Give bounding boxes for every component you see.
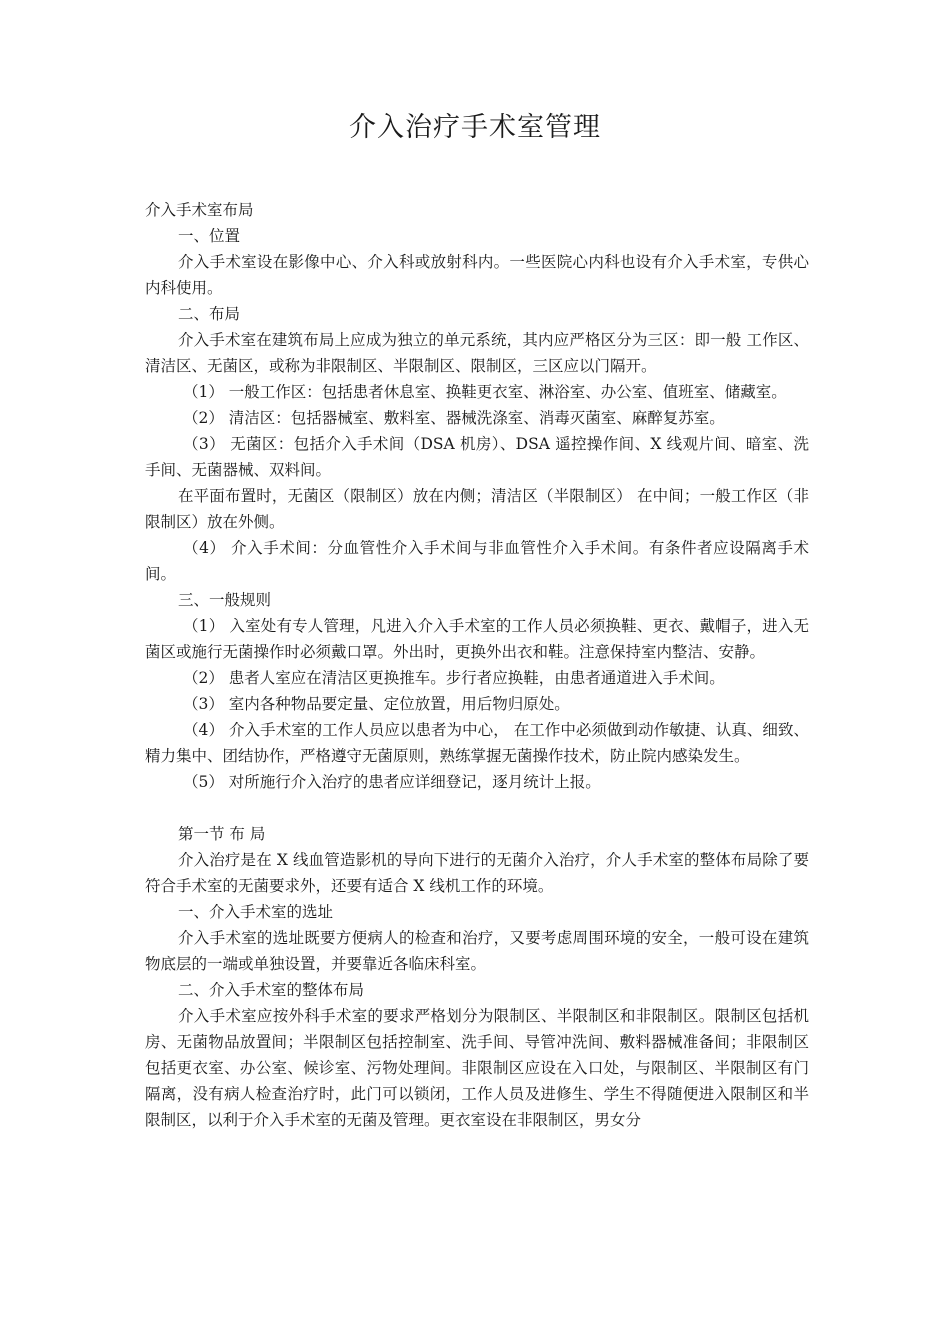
- list-item: （4） 介入手术间：分血管性介入手术间与非血管性介入手术间。有条件者应设隔离手术间。: [145, 539, 809, 583]
- subsection-heading: 二、介入手术室的整体布局: [178, 981, 365, 999]
- paragraph: 介入手术室应按外科手术室的要求严格划分为限制区、半限制区和非限制区。限制区包括机房、无菌物品放置间；半限制区包括控制室、洗手间、导管冲洗间、敷料器械准备间；非限制区包括更衣室、办公室、候诊室、污物处理间。非限制区应设在入口处，与限制区、半限制区有门隔离，没有病人检查治疗时，此门可以锁闭，工作人员及进修生、学生不得随便进入限制区和半限制区，以利于介入手术室的无菌及管理。更衣室设在非限制区，男女分: [145, 1007, 809, 1129]
- paragraph: 介入手术室在建筑布局上应成为独立的单元系统，其内应严格区分为三区：即一般 工作区、清洁区、无菌区，或称为非限制区、半限制区、限制区，三区应以门隔开。: [145, 331, 809, 375]
- subsection-heading: 三、一般规则: [178, 591, 272, 609]
- subsection-heading: 一、位置: [178, 227, 241, 245]
- list-item: （5） 对所施行介入治疗的患者应详细登记，逐月统计上报。: [183, 773, 601, 791]
- list-item: （3） 无菌区：包括介入手术间（DSA 机房）、DSA 遥控操作间、X 线观片间、暗室、洗手间、无菌器械、双料间。: [145, 435, 809, 479]
- list-item: （4） 介入手术室的工作人员应以患者为中心， 在工作中必须做到动作敏捷、认真、细致、精力集中、团结协作，严格遵守无菌原则，熟练掌握无菌操作技术，防止院内感染发生。: [145, 721, 809, 765]
- document-body: [145, 197, 809, 1133]
- list-item: （1） 入室处有专人管理，凡进入介入手术室的工作人员必须换鞋、更衣、戴帽子，进入无菌区或施行无菌操作时必须戴口罩。外出时，更换外出衣和鞋。注意保持室内整洁、安静。: [145, 617, 809, 661]
- paragraph: 在平面布置时，无菌区（限制区）放在内侧；清洁区（半限制区） 在中间；一般工作区（非限制区）放在外侧。: [145, 487, 809, 531]
- list-item: （3） 室内各种物品要定量、定位放置，用后物归原处。: [183, 695, 570, 713]
- list-item: （1） 一般工作区：包括患者休息室、换鞋更衣室、淋浴室、办公室、值班室、储藏室。: [183, 383, 787, 401]
- subsection-heading: 一、介入手术室的选址: [178, 903, 334, 921]
- paragraph: 介入治疗是在 X 线血管造影机的导向下进行的无菌介入治疗，介人手术室的整体布局除了要符合手术室的无菌要求外，还要有适合 X 线机工作的环境。: [145, 851, 809, 895]
- list-item: （2） 患者人室应在清洁区更换推车。步行者应换鞋，由患者通道进入手术间。: [183, 669, 725, 687]
- document-title: 介入治疗手术室管理: [349, 112, 601, 143]
- section-heading: 介入手术室布局: [145, 201, 254, 219]
- list-item: （2） 清洁区：包括器械室、敷料室、器械洗涤室、消毒灭菌室、麻醉复苏室。: [183, 409, 725, 427]
- subsection-heading: 二、布局: [178, 305, 241, 323]
- section-heading: 第一节 布 局: [178, 825, 266, 843]
- paragraph: 介入手术室的选址既要方便病人的检查和治疗，又要考虑周围环境的安全，一般可设在建筑物底层的一端或单独设置，并要靠近各临床科室。: [145, 929, 809, 973]
- section-spacer: [145, 795, 809, 821]
- paragraph: 介入手术室设在影像中心、介入科或放射科内。一些医院心内科也设有介入手术室，专供心内科使用。: [145, 253, 809, 297]
